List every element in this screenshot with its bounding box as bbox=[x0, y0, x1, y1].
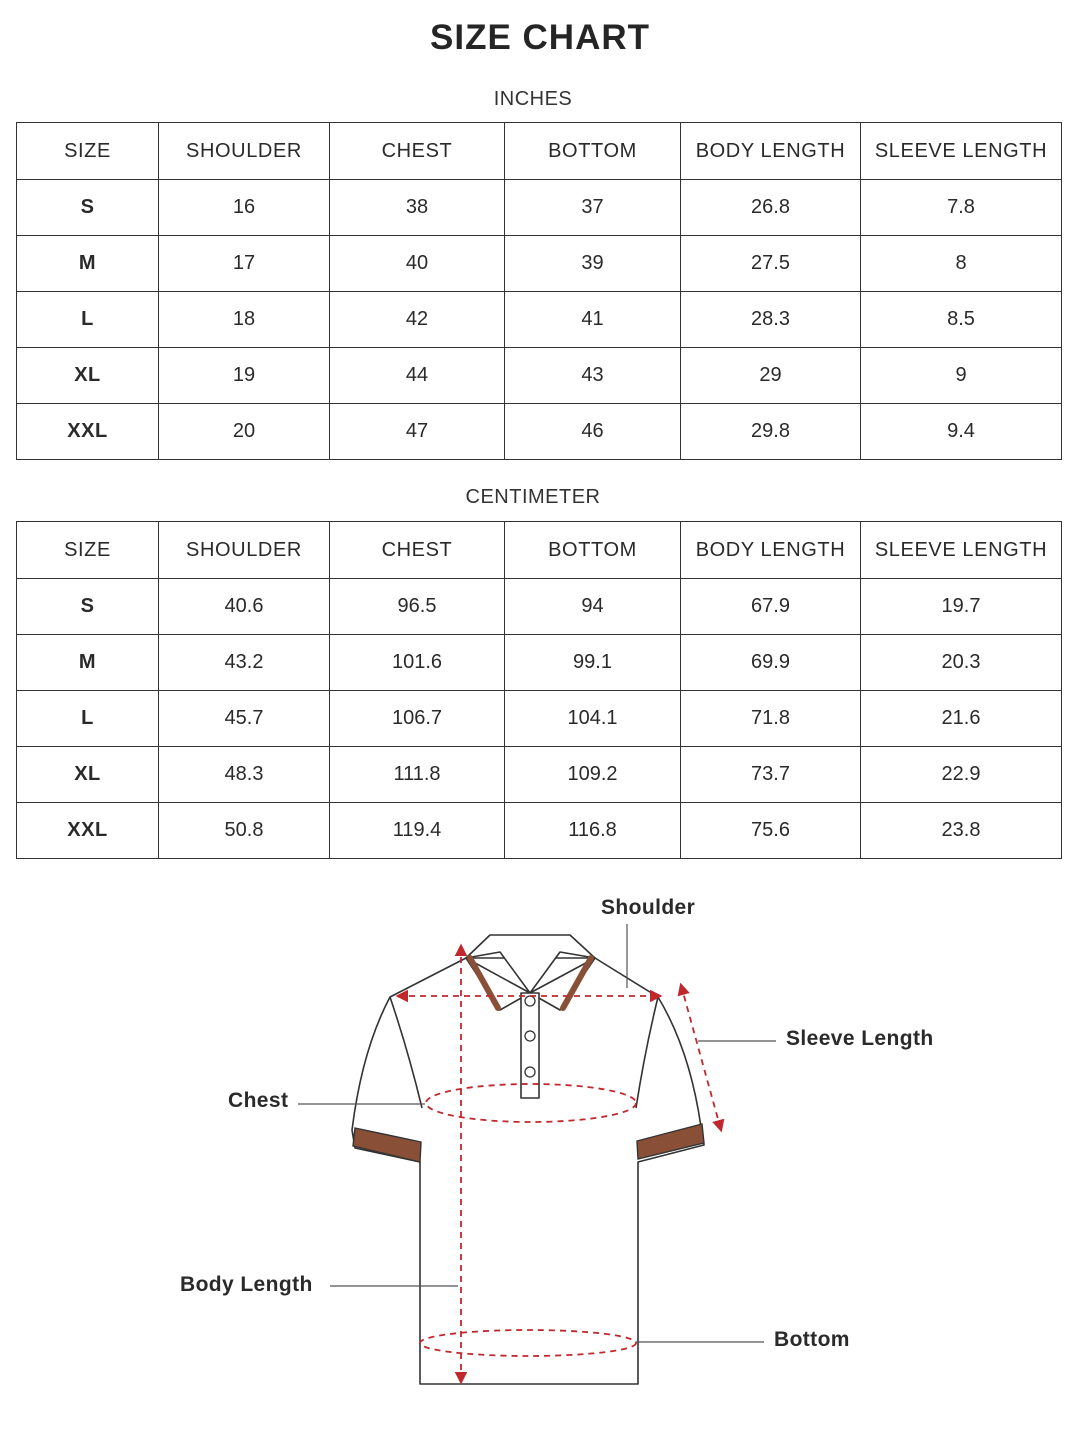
table-row bbox=[17, 180, 1062, 236]
header-size: SIZE bbox=[17, 522, 159, 579]
shoulder-cell: 40.6 bbox=[159, 579, 330, 635]
header-bottom: BOTTOM bbox=[505, 522, 681, 579]
shoulder-label: Shoulder bbox=[601, 896, 696, 919]
size-cell: S bbox=[17, 180, 159, 236]
table-row bbox=[17, 292, 1062, 348]
chest-cell: 119.4 bbox=[330, 803, 505, 859]
header-sleeve-length: SLEEVE LENGTH bbox=[861, 123, 1062, 180]
shoulder-cell: 19 bbox=[159, 348, 330, 404]
sleeve-length-cell: 7.8 bbox=[861, 180, 1062, 236]
page-title: SIZE CHART bbox=[430, 18, 650, 57]
bottom-cell: 116.8 bbox=[505, 803, 681, 859]
bottom-cell: 104.1 bbox=[505, 691, 681, 747]
sleeve-length-cell: 9.4 bbox=[861, 404, 1062, 460]
table-row bbox=[17, 691, 1062, 747]
sleeve-length-cell: 9 bbox=[861, 348, 1062, 404]
shoulder-cell: 20 bbox=[159, 404, 330, 460]
sleeve-length-cell: 8 bbox=[861, 236, 1062, 292]
chest-cell: 44 bbox=[330, 348, 505, 404]
table-row bbox=[17, 404, 1062, 460]
header-shoulder: SHOULDER bbox=[159, 522, 330, 579]
inches-table bbox=[16, 122, 1062, 460]
body-length-cell: 71.8 bbox=[681, 691, 861, 747]
shoulder-cell: 17 bbox=[159, 236, 330, 292]
body-length-cell: 73.7 bbox=[681, 747, 861, 803]
body-length-cell: 26.8 bbox=[681, 180, 861, 236]
shoulder-cell: 16 bbox=[159, 180, 330, 236]
chest-cell: 38 bbox=[330, 180, 505, 236]
size-cell: M bbox=[17, 236, 159, 292]
size-cell: M bbox=[17, 635, 159, 691]
chest-cell: 42 bbox=[330, 292, 505, 348]
button-icon bbox=[525, 1067, 535, 1077]
chest-cell: 111.8 bbox=[330, 747, 505, 803]
polo-shirt-diagram bbox=[0, 880, 1080, 1420]
header-body-length: BODY LENGTH bbox=[681, 522, 861, 579]
table-header-row bbox=[17, 522, 1062, 579]
shoulder-cell: 18 bbox=[159, 292, 330, 348]
sleeve-length-label: Sleeve Length bbox=[786, 1027, 934, 1050]
body-length-label: Body Length bbox=[180, 1273, 313, 1296]
size-cell: L bbox=[17, 691, 159, 747]
sleeve-length-cell: 23.8 bbox=[861, 803, 1062, 859]
chest-cell: 96.5 bbox=[330, 579, 505, 635]
table-row bbox=[17, 747, 1062, 803]
shoulder-cell: 45.7 bbox=[159, 691, 330, 747]
body-length-cell: 69.9 bbox=[681, 635, 861, 691]
button-icon bbox=[525, 1031, 535, 1041]
table-row bbox=[17, 803, 1062, 859]
header-shoulder: SHOULDER bbox=[159, 123, 330, 180]
bottom-label: Bottom bbox=[774, 1328, 850, 1351]
header-size: SIZE bbox=[17, 123, 159, 180]
size-cell: XL bbox=[17, 348, 159, 404]
centimeter-table bbox=[16, 521, 1062, 859]
sleeve-length-cell: 8.5 bbox=[861, 292, 1062, 348]
body-length-cell: 29 bbox=[681, 348, 861, 404]
body-length-cell: 28.3 bbox=[681, 292, 861, 348]
shoulder-cell: 48.3 bbox=[159, 747, 330, 803]
body-length-cell: 27.5 bbox=[681, 236, 861, 292]
table-row bbox=[17, 236, 1062, 292]
table-row bbox=[17, 579, 1062, 635]
size-cell: L bbox=[17, 292, 159, 348]
chest-cell: 101.6 bbox=[330, 635, 505, 691]
sleeve-length-cell: 21.6 bbox=[861, 691, 1062, 747]
chest-cell: 106.7 bbox=[330, 691, 505, 747]
chest-label: Chest bbox=[228, 1089, 289, 1112]
bottom-cell: 37 bbox=[505, 180, 681, 236]
header-sleeve-length: SLEEVE LENGTH bbox=[861, 522, 1062, 579]
bottom-cell: 39 bbox=[505, 236, 681, 292]
chest-cell: 47 bbox=[330, 404, 505, 460]
header-chest: CHEST bbox=[330, 522, 505, 579]
bottom-cell: 99.1 bbox=[505, 635, 681, 691]
centimeter-label: CENTIMETER bbox=[465, 486, 601, 508]
sleeve-length-cell: 19.7 bbox=[861, 579, 1062, 635]
header-bottom: BOTTOM bbox=[505, 123, 681, 180]
header-chest: CHEST bbox=[330, 123, 505, 180]
sleeve-length-cell: 20.3 bbox=[861, 635, 1062, 691]
body-length-cell: 75.6 bbox=[681, 803, 861, 859]
bottom-cell: 43 bbox=[505, 348, 681, 404]
bottom-cell: 109.2 bbox=[505, 747, 681, 803]
inches-label: INCHES bbox=[493, 88, 573, 110]
chest-cell: 40 bbox=[330, 236, 505, 292]
bottom-cell: 41 bbox=[505, 292, 681, 348]
size-cell: XL bbox=[17, 747, 159, 803]
button-icon bbox=[525, 996, 535, 1006]
table-row bbox=[17, 635, 1062, 691]
body-length-cell: 29.8 bbox=[681, 404, 861, 460]
measurement-diagram bbox=[0, 880, 1080, 1420]
table-row bbox=[17, 348, 1062, 404]
sleeve-length-cell: 22.9 bbox=[861, 747, 1062, 803]
size-cell: XXL bbox=[17, 404, 159, 460]
bottom-cell: 94 bbox=[505, 579, 681, 635]
table-header-row bbox=[17, 123, 1062, 180]
bottom-cell: 46 bbox=[505, 404, 681, 460]
size-cell: XXL bbox=[17, 803, 159, 859]
size-cell: S bbox=[17, 579, 159, 635]
body-length-cell: 67.9 bbox=[681, 579, 861, 635]
header-body-length: BODY LENGTH bbox=[681, 123, 861, 180]
shoulder-cell: 50.8 bbox=[159, 803, 330, 859]
shoulder-cell: 43.2 bbox=[159, 635, 330, 691]
